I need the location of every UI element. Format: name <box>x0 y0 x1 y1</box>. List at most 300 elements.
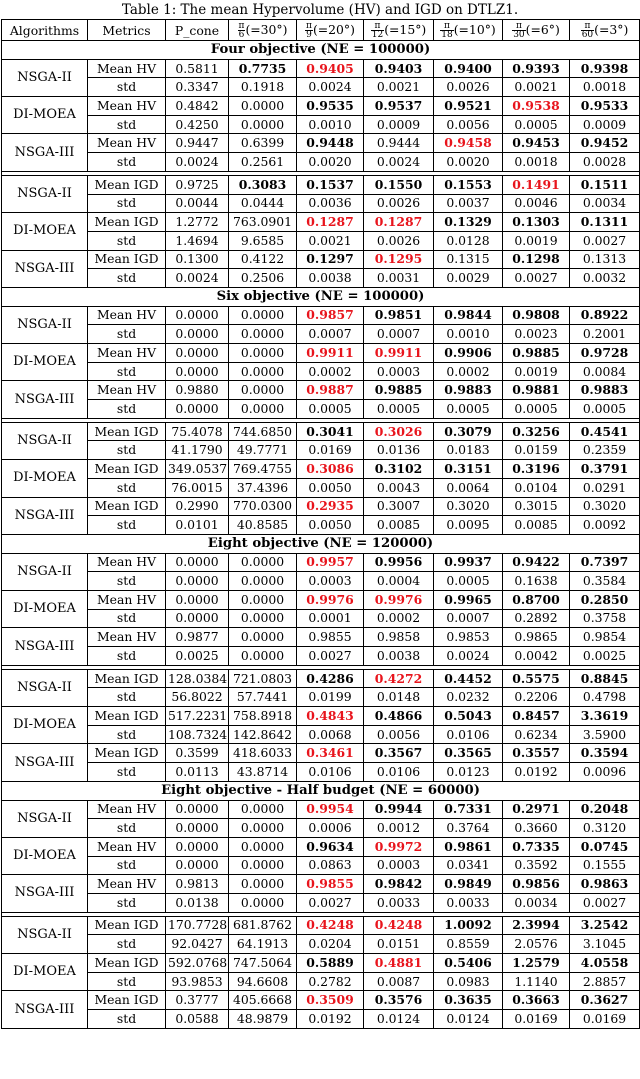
value-cell: 0.9849 <box>434 875 503 894</box>
value-cell: 0.0000 <box>166 553 229 572</box>
value-cell: 0.2048 <box>570 800 640 819</box>
value-cell: 0.0444 <box>229 194 297 213</box>
value-cell: 0.1298 <box>503 250 570 269</box>
value-cell: 0.0095 <box>434 516 503 535</box>
value-cell: 0.1918 <box>229 78 297 97</box>
value-cell: 0.0031 <box>364 269 434 288</box>
value-cell: 0.5043 <box>434 707 503 726</box>
value-cell: 0.9855 <box>297 875 364 894</box>
header-angle <box>434 20 503 41</box>
value-cell: 0.2971 <box>503 800 570 819</box>
algorithm-cell: NSGA-II <box>2 175 88 212</box>
value-cell: 0.0044 <box>166 194 229 213</box>
value-cell: 0.9972 <box>364 837 434 856</box>
value-cell: 0.9453 <box>503 134 570 153</box>
value-cell: 0.0024 <box>166 153 229 172</box>
value-cell: 0.0000 <box>166 306 229 325</box>
value-cell: 0.0037 <box>434 194 503 213</box>
value-cell: 770.0300 <box>229 497 297 516</box>
metric-cell: std <box>88 516 166 535</box>
value-cell: 0.0020 <box>297 153 364 172</box>
metric-cell: Mean IGD <box>88 707 166 726</box>
value-cell: 0.0026 <box>434 78 503 97</box>
value-cell: 0.9857 <box>297 306 364 325</box>
value-cell: 0.9855 <box>297 628 364 647</box>
value-cell: 0.0007 <box>434 609 503 628</box>
value-cell: 0.1315 <box>434 250 503 269</box>
value-cell: 0.0021 <box>503 78 570 97</box>
table-row <box>2 478 640 497</box>
table-caption: Table 1: The mean Hypervolume (HV) and IGD on DTLZ1. <box>121 2 519 18</box>
value-cell: 0.9725 <box>166 175 229 194</box>
value-cell: 744.6850 <box>229 422 297 441</box>
value-cell: 0.9854 <box>570 628 640 647</box>
metric-cell: std <box>88 153 166 172</box>
value-cell: 0.0006 <box>297 819 364 838</box>
value-cell: 0.0124 <box>434 1010 503 1029</box>
value-cell: 0.1553 <box>434 175 503 194</box>
value-cell: 0.4541 <box>570 422 640 441</box>
value-cell: 0.4452 <box>434 669 503 688</box>
metric-cell: Mean IGD <box>88 460 166 479</box>
value-cell: 0.0056 <box>434 115 503 134</box>
value-cell: 0.0138 <box>166 893 229 912</box>
table-row <box>2 231 640 250</box>
value-cell: 0.4250 <box>166 115 229 134</box>
value-cell: 747.5064 <box>229 954 297 973</box>
value-cell: 0.0863 <box>297 856 364 875</box>
value-cell: 0.0029 <box>434 269 503 288</box>
value-cell: 1.2772 <box>166 213 229 232</box>
value-cell: 0.0024 <box>297 78 364 97</box>
value-cell: 0.1303 <box>503 213 570 232</box>
value-cell: 0.4286 <box>297 669 364 688</box>
value-cell: 41.1790 <box>166 441 229 460</box>
value-cell: 0.3079 <box>434 422 503 441</box>
value-cell: 0.9728 <box>570 344 640 363</box>
value-cell: 0.0000 <box>166 800 229 819</box>
fraction-numerator: π <box>440 22 453 31</box>
table-row <box>2 707 640 726</box>
value-cell: 0.9944 <box>364 800 434 819</box>
value-cell: 0.0019 <box>503 362 570 381</box>
value-cell: 0.9911 <box>297 344 364 363</box>
table-row <box>2 972 640 991</box>
value-cell: 0.0000 <box>229 856 297 875</box>
value-cell: 0.3764 <box>434 819 503 838</box>
section-header-row <box>2 287 640 306</box>
value-cell: 0.9877 <box>166 628 229 647</box>
value-cell: 0.2990 <box>166 497 229 516</box>
metric-cell: Mean HV <box>88 381 166 400</box>
value-cell: 0.2935 <box>297 497 364 516</box>
value-cell: 0.3347 <box>166 78 229 97</box>
table-row <box>2 497 640 516</box>
value-cell: 0.0000 <box>229 325 297 344</box>
value-cell: 0.8559 <box>434 935 503 954</box>
metric-cell: std <box>88 572 166 591</box>
value-cell: 0.9533 <box>570 97 640 116</box>
metric-cell: std <box>88 115 166 134</box>
fraction-numerator: π <box>238 20 245 31</box>
angle-degrees: (=20°) <box>312 21 355 37</box>
value-cell: 0.0025 <box>570 647 640 666</box>
value-cell: 0.9393 <box>503 59 570 78</box>
value-cell: 0.3584 <box>570 572 640 591</box>
fraction <box>440 22 453 39</box>
value-cell: 4.0558 <box>570 954 640 973</box>
table-row <box>2 460 640 479</box>
table-row <box>2 856 640 875</box>
table-row <box>2 553 640 572</box>
value-cell: 0.0106 <box>364 763 434 782</box>
value-cell: 418.6033 <box>229 744 297 763</box>
value-cell: 0.9911 <box>364 344 434 363</box>
fraction-denominator: 9 <box>306 29 312 40</box>
value-cell: 0.0104 <box>503 478 570 497</box>
value-cell: 0.0024 <box>166 269 229 288</box>
value-cell: 0.9863 <box>570 875 640 894</box>
value-cell: 0.3120 <box>570 819 640 838</box>
angle-degrees: (=10°) <box>453 21 496 37</box>
value-cell: 0.0087 <box>364 972 434 991</box>
value-cell: 0.0027 <box>570 231 640 250</box>
value-cell: 0.0050 <box>297 516 364 535</box>
metric-cell: std <box>88 609 166 628</box>
metric-cell: Mean IGD <box>88 422 166 441</box>
table-row <box>2 609 640 628</box>
value-cell: 0.4881 <box>364 954 434 973</box>
metric-cell: Mean IGD <box>88 991 166 1010</box>
value-cell: 92.0427 <box>166 935 229 954</box>
value-cell: 0.0106 <box>297 763 364 782</box>
table-row <box>2 269 640 288</box>
table-row <box>2 628 640 647</box>
value-cell: 0.0003 <box>364 362 434 381</box>
fraction-denominator: 12 <box>371 29 384 40</box>
metric-cell: Mean HV <box>88 628 166 647</box>
table-row <box>2 763 640 782</box>
table-row <box>2 725 640 744</box>
value-cell: 0.0128 <box>434 231 503 250</box>
value-cell: 0.0003 <box>297 572 364 591</box>
value-cell: 0.1297 <box>297 250 364 269</box>
table-row <box>2 572 640 591</box>
value-cell: 0.9538 <box>503 97 570 116</box>
value-cell: 0.0000 <box>229 572 297 591</box>
value-cell: 0.0084 <box>570 362 640 381</box>
fraction-numerator: π <box>581 22 594 31</box>
value-cell: 0.8845 <box>570 669 640 688</box>
value-cell: 0.9537 <box>364 97 434 116</box>
value-cell: 170.7728 <box>166 916 229 935</box>
metric-cell: Mean IGD <box>88 954 166 973</box>
value-cell: 37.4396 <box>229 478 297 497</box>
value-cell: 0.3256 <box>503 422 570 441</box>
value-cell: 0.0588 <box>166 1010 229 1029</box>
value-cell: 94.6608 <box>229 972 297 991</box>
value-cell: 0.5406 <box>434 954 503 973</box>
value-cell: 0.9813 <box>166 875 229 894</box>
value-cell: 0.3102 <box>364 460 434 479</box>
metric-cell: Mean HV <box>88 837 166 856</box>
value-cell: 1.4694 <box>166 231 229 250</box>
value-cell: 0.8457 <box>503 707 570 726</box>
algorithm-cell: NSGA-III <box>2 134 88 171</box>
value-cell: 0.1313 <box>570 250 640 269</box>
value-cell: 0.9447 <box>166 134 229 153</box>
value-cell: 0.9956 <box>364 553 434 572</box>
value-cell: 0.3015 <box>503 497 570 516</box>
value-cell: 0.0024 <box>364 153 434 172</box>
value-cell: 43.8714 <box>229 763 297 782</box>
algorithm-cell: DI-MOEA <box>2 954 88 991</box>
value-cell: 0.0027 <box>570 893 640 912</box>
value-cell: 0.9634 <box>297 837 364 856</box>
algorithm-cell: NSGA-II <box>2 800 88 837</box>
value-cell: 0.5811 <box>166 59 229 78</box>
algorithm-cell: NSGA-III <box>2 497 88 534</box>
value-cell: 0.0983 <box>434 972 503 991</box>
metric-cell: Mean IGD <box>88 669 166 688</box>
header-angle <box>503 20 570 41</box>
value-cell: 0.0092 <box>570 516 640 535</box>
value-cell: 0.1537 <box>297 175 364 194</box>
value-cell: 0.6234 <box>503 725 570 744</box>
table-row <box>2 115 640 134</box>
value-cell: 0.0034 <box>503 893 570 912</box>
header-angle <box>364 20 434 41</box>
value-cell: 49.7771 <box>229 441 297 460</box>
value-cell: 0.8922 <box>570 306 640 325</box>
value-cell: 0.0005 <box>503 400 570 419</box>
value-cell: 0.0007 <box>364 325 434 344</box>
metric-cell: std <box>88 647 166 666</box>
value-cell: 3.2542 <box>570 916 640 935</box>
algorithm-cell: DI-MOEA <box>2 344 88 381</box>
value-cell: 1.0092 <box>434 916 503 935</box>
table-row <box>2 688 640 707</box>
algorithm-cell: NSGA-III <box>2 628 88 665</box>
metric-cell: std <box>88 400 166 419</box>
value-cell: 2.0576 <box>503 935 570 954</box>
value-cell: 64.1913 <box>229 935 297 954</box>
table-row <box>2 175 640 194</box>
value-cell: 721.0803 <box>229 669 297 688</box>
value-cell: 0.0000 <box>229 819 297 838</box>
value-cell: 0.9861 <box>434 837 503 856</box>
value-cell: 0.7735 <box>229 59 297 78</box>
value-cell: 0.1511 <box>570 175 640 194</box>
section-header-row <box>2 41 640 60</box>
value-cell: 0.0341 <box>434 856 503 875</box>
value-cell: 0.0232 <box>434 688 503 707</box>
fraction-denominator: 60 <box>581 29 594 40</box>
value-cell: 0.0000 <box>229 628 297 647</box>
value-cell: 0.9535 <box>297 97 364 116</box>
value-cell: 0.4798 <box>570 688 640 707</box>
value-cell: 0.0123 <box>434 763 503 782</box>
algorithm-cell: NSGA-II <box>2 553 88 590</box>
value-cell: 0.0001 <box>297 609 364 628</box>
algorithm-cell: NSGA-III <box>2 744 88 781</box>
metric-cell: Mean HV <box>88 800 166 819</box>
value-cell: 0.6399 <box>229 134 297 153</box>
metric-cell: std <box>88 688 166 707</box>
value-cell: 0.0009 <box>570 115 640 134</box>
metric-cell: std <box>88 856 166 875</box>
value-cell: 0.0005 <box>570 400 640 419</box>
table-row <box>2 875 640 894</box>
metric-cell: std <box>88 362 166 381</box>
value-cell: 0.0012 <box>364 819 434 838</box>
value-cell: 57.7441 <box>229 688 297 707</box>
table-row <box>2 400 640 419</box>
value-cell: 0.0021 <box>297 231 364 250</box>
value-cell: 0.9405 <box>297 59 364 78</box>
value-cell: 0.0199 <box>297 688 364 707</box>
value-cell: 0.9448 <box>297 134 364 153</box>
value-cell: 0.4248 <box>297 916 364 935</box>
value-cell: 0.0026 <box>364 194 434 213</box>
value-cell: 0.9883 <box>570 381 640 400</box>
value-cell: 0.0000 <box>229 344 297 363</box>
value-cell: 0.0009 <box>364 115 434 134</box>
value-cell: 0.2359 <box>570 441 640 460</box>
table-row <box>2 837 640 856</box>
value-cell: 0.0000 <box>229 97 297 116</box>
value-cell: 0.0000 <box>166 344 229 363</box>
value-cell: 0.4842 <box>166 97 229 116</box>
header-metrics: Metrics <box>88 20 166 41</box>
value-cell: 0.0101 <box>166 516 229 535</box>
value-cell: 0.3086 <box>297 460 364 479</box>
value-cell: 0.0000 <box>229 609 297 628</box>
value-cell: 0.0020 <box>434 153 503 172</box>
metric-cell: Mean IGD <box>88 175 166 194</box>
metric-cell: std <box>88 763 166 782</box>
value-cell: 0.1295 <box>364 250 434 269</box>
section-header-row <box>2 781 640 800</box>
header-pcone: P_cone <box>166 20 229 41</box>
fraction <box>581 22 594 39</box>
value-cell: 0.0024 <box>434 647 503 666</box>
value-cell: 0.0064 <box>434 478 503 497</box>
value-cell: 0.1491 <box>503 175 570 194</box>
value-cell: 0.5889 <box>297 954 364 973</box>
angle-degrees: (=6°) <box>525 21 560 37</box>
algorithm-cell: DI-MOEA <box>2 837 88 874</box>
value-cell: 758.8918 <box>229 707 297 726</box>
value-cell: 108.7324 <box>166 725 229 744</box>
metric-cell: std <box>88 972 166 991</box>
header-row <box>2 20 640 41</box>
value-cell: 0.0019 <box>503 231 570 250</box>
section-title: Eight objective (NE = 120000) <box>2 534 640 553</box>
value-cell: 0.0000 <box>229 362 297 381</box>
metric-cell: Mean IGD <box>88 497 166 516</box>
metric-cell: std <box>88 441 166 460</box>
value-cell: 0.0068 <box>297 725 364 744</box>
value-cell: 0.9422 <box>503 553 570 572</box>
value-cell: 0.9844 <box>434 306 503 325</box>
value-cell: 0.0023 <box>503 325 570 344</box>
value-cell: 0.0000 <box>166 362 229 381</box>
metric-cell: Mean IGD <box>88 250 166 269</box>
fraction-numerator: π <box>371 22 384 31</box>
header-angle <box>229 20 297 41</box>
value-cell: 0.0169 <box>570 1010 640 1029</box>
metric-cell: std <box>88 78 166 97</box>
value-cell: 592.0768 <box>166 954 229 973</box>
metric-cell: Mean HV <box>88 59 166 78</box>
metric-cell: Mean IGD <box>88 916 166 935</box>
value-cell: 0.0038 <box>297 269 364 288</box>
value-cell: 0.0000 <box>166 572 229 591</box>
value-cell: 0.9842 <box>364 875 434 894</box>
table-row <box>2 250 640 269</box>
value-cell: 76.0015 <box>166 478 229 497</box>
value-cell: 0.0000 <box>229 875 297 894</box>
value-cell: 0.2001 <box>570 325 640 344</box>
table-row <box>2 647 640 666</box>
value-cell: 0.0000 <box>229 553 297 572</box>
value-cell: 0.7331 <box>434 800 503 819</box>
metric-cell: std <box>88 935 166 954</box>
value-cell: 0.9885 <box>364 381 434 400</box>
value-cell: 0.3663 <box>503 991 570 1010</box>
value-cell: 0.3594 <box>570 744 640 763</box>
value-cell: 0.0106 <box>434 725 503 744</box>
fraction <box>305 22 313 39</box>
value-cell: 93.9853 <box>166 972 229 991</box>
table-row <box>2 194 640 213</box>
value-cell: 75.4078 <box>166 422 229 441</box>
value-cell: 0.9885 <box>503 344 570 363</box>
value-cell: 0.9906 <box>434 344 503 363</box>
value-cell: 0.9965 <box>434 590 503 609</box>
value-cell: 0.3599 <box>166 744 229 763</box>
value-cell: 0.1550 <box>364 175 434 194</box>
value-cell: 405.6668 <box>229 991 297 1010</box>
value-cell: 128.0384 <box>166 669 229 688</box>
value-cell: 0.0124 <box>364 1010 434 1029</box>
value-cell: 0.0000 <box>229 306 297 325</box>
value-cell: 0.2506 <box>229 269 297 288</box>
metric-cell: std <box>88 819 166 838</box>
value-cell: 0.2892 <box>503 609 570 628</box>
value-cell: 0.0033 <box>434 893 503 912</box>
fraction-numerator: π <box>512 22 525 31</box>
fraction-denominator: 30 <box>513 29 525 40</box>
value-cell: 0.3627 <box>570 991 640 1010</box>
value-cell: 0.3567 <box>364 744 434 763</box>
fraction-denominator: 18 <box>441 29 453 40</box>
metric-cell: std <box>88 231 166 250</box>
value-cell: 0.2561 <box>229 153 297 172</box>
fraction-numerator: π <box>306 20 312 31</box>
value-cell: 0.9954 <box>297 800 364 819</box>
value-cell: 0.1311 <box>570 213 640 232</box>
angle-degrees: (=30°) <box>245 21 288 37</box>
algorithm-cell: NSGA-II <box>2 306 88 343</box>
table-row <box>2 97 640 116</box>
value-cell: 0.0085 <box>503 516 570 535</box>
value-cell: 0.9883 <box>434 381 503 400</box>
table-row <box>2 935 640 954</box>
section-title: Six objective (NE = 100000) <box>2 287 640 306</box>
value-cell: 0.1287 <box>364 213 434 232</box>
